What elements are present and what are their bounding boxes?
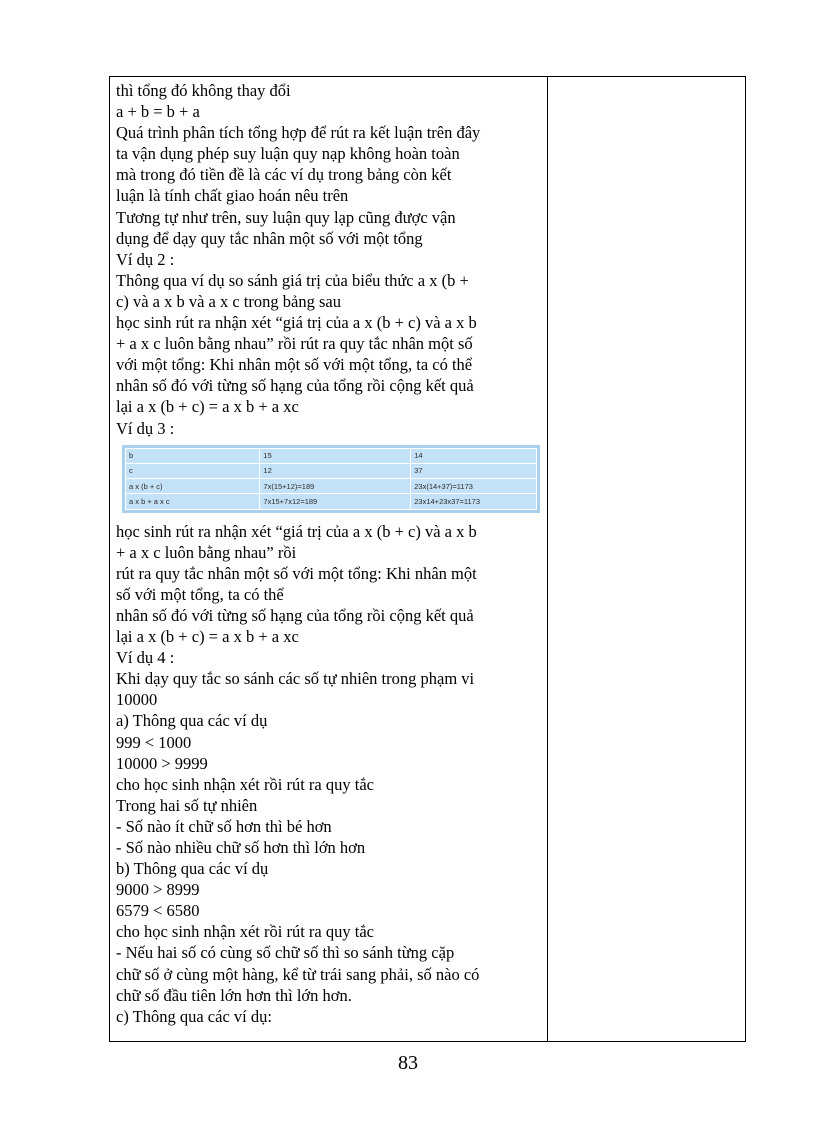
text-line: mà trong đó tiền đề là các ví dụ trong bảng còn kết <box>116 165 452 185</box>
text-line: Thông qua ví dụ so sánh giá trị của biểu thức a x (b + <box>116 270 469 290</box>
text-line: Quá trình phân tích tổng hợp để rút ra kết luận trên đây <box>116 123 481 143</box>
text-line: Tương tự như trên, suy luận quy lạp cũng được vận <box>116 207 456 227</box>
table-cell: 14 <box>411 448 537 463</box>
text-line: chữ số ở cùng một hàng, kể từ trái sang phải, số nào có <box>116 964 480 984</box>
table-cell: b <box>126 448 260 463</box>
text-line: nhân số đó với từng số hạng của tổng rồi cộng kết quả <box>116 376 474 396</box>
text-line: chữ số đầu tiên lớn hơn thì lớn hơn. <box>116 985 352 1005</box>
text-line: cho học sinh nhận xét rồi rút ra quy tắc <box>116 774 374 794</box>
column-divider <box>547 77 548 1041</box>
example-3-table <box>122 445 540 513</box>
text-line: - Số nào nhiều chữ số hơn thì lớn hơn <box>116 838 366 857</box>
text-line: a) Thông qua các ví dụ <box>116 711 268 731</box>
left-column-text <box>116 80 541 1027</box>
text-line: luận là tính chất giao hoán nêu trên <box>116 186 349 206</box>
table-cell: 7x(15+12)=189 <box>260 479 411 494</box>
table-row <box>126 479 537 494</box>
content-table <box>109 76 746 1042</box>
text-line: lại a x (b + c) = a x b + a xc <box>116 397 299 417</box>
text-line: 999 < 1000 <box>116 732 192 752</box>
text-line: lại a x (b + c) = a x b + a xc <box>116 627 299 647</box>
table-cell: a x (b + c) <box>126 479 260 494</box>
text-line: + a x c luôn bằng nhau” rồi <box>116 542 297 562</box>
text-line: với một tổng: Khi nhân một số với một tổng, ta có thể <box>116 355 473 375</box>
text-line: + a x c luôn bằng nhau” rồi rút ra quy tắc nhân một số <box>116 334 473 354</box>
text-line: học sinh rút ra nhận xét “giá trị của a x (b + c) và a x b <box>116 313 477 333</box>
text-block-top <box>116 80 541 439</box>
table-row <box>126 463 537 478</box>
table-row <box>126 494 537 509</box>
text-line: - Số nào ít chữ số hơn thì bé hơn <box>116 816 332 836</box>
table-cell: 37 <box>411 463 537 478</box>
text-line: c) Thông qua các ví dụ: <box>116 1006 272 1026</box>
text-line: 6579 < 6580 <box>116 901 200 921</box>
table-cell: 23x14+23x37=1173 <box>411 494 537 509</box>
table-row <box>126 448 537 463</box>
table-cell: 15 <box>260 448 411 463</box>
text-line: c) và a x b và a x c trong bảng sau <box>116 291 341 311</box>
table-cell: 23x(14+37)=1173 <box>411 479 537 494</box>
text-line: 10000 > 9999 <box>116 753 208 773</box>
text-line: cho học sinh nhận xét rồi rút ra quy tắc <box>116 922 374 942</box>
text-line: rút ra quy tắc nhân một số với một tổng: Khi nhân một <box>116 563 477 583</box>
text-line: Ví dụ 3 : <box>116 418 175 438</box>
text-line: 10000 <box>116 690 158 710</box>
text-line: Ví dụ 2 : <box>116 249 175 269</box>
table-cell: 12 <box>260 463 411 478</box>
text-line: dụng để dạy quy tắc nhân một số với một tổng <box>116 228 423 248</box>
text-line: 9000 > 8999 <box>116 880 200 900</box>
text-line: ta vận dụng phép suy luận quy nạp không hoàn toàn <box>116 144 460 164</box>
table-cell: a x b + a x c <box>126 494 260 509</box>
text-line: a + b = b + a <box>116 102 200 122</box>
text-line: thì tổng đó không thay đổi <box>116 81 291 100</box>
text-line: nhân số đó với từng số hạng của tổng rồi cộng kết quả <box>116 605 474 625</box>
text-line: - Nếu hai số có cùng số chữ số thì so sánh từng cặp <box>116 943 455 963</box>
table-cell: 7x15+7x12=189 <box>260 494 411 509</box>
text-line: học sinh rút ra nhận xét “giá trị của a x (b + c) và a x b <box>116 521 477 541</box>
text-line: Khi dạy quy tắc so sánh các số tự nhiên trong phạm vi <box>116 669 475 689</box>
text-line: Trong hai số tự nhiên <box>116 795 258 815</box>
text-line: số với một tổng, ta có thể <box>116 584 284 604</box>
text-line: b) Thông qua các ví dụ <box>116 859 269 879</box>
table-cell: c <box>126 463 260 478</box>
text-block-bottom <box>116 521 541 1027</box>
text-line: Ví dụ 4 : <box>116 648 175 668</box>
page-number: 83 <box>398 1052 418 1074</box>
